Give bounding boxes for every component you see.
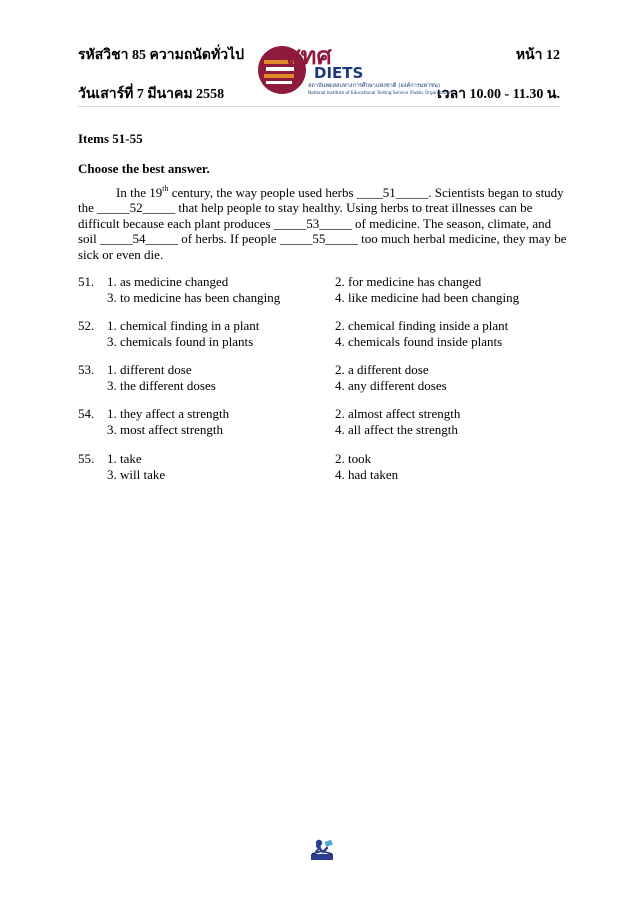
answer-option-2[interactable]: 2. almost affect strength — [335, 406, 461, 421]
passage-line: the _____52_____ that help people to stay healthy. Using herbs to treat illnesses can be — [78, 200, 533, 216]
page-number: หน้า 12 — [515, 48, 560, 63]
passage-line: sick or even die. — [78, 246, 164, 262]
answer-option-3[interactable]: 3. chemicals found in plants — [107, 333, 254, 349]
items-range-title: Items 51-55 — [78, 131, 143, 146]
reading-figure-icon — [308, 836, 336, 864]
answer-option-4[interactable]: 4. chemicals found inside plants — [335, 333, 503, 349]
answer-option-2[interactable]: 2. for medicine has changed — [335, 274, 482, 289]
instruction-text: Choose the best answer. — [78, 161, 210, 176]
question-52 — [78, 318, 564, 350]
logo-org-english: National Institute of Educational Testing Service (Public Organization) — [308, 90, 454, 95]
logo-diets-text: DIETS — [314, 64, 364, 82]
answer-option-3[interactable]: 3. to medicine has been changing — [107, 289, 281, 305]
question-number: 53. — [78, 362, 95, 377]
question-51 — [78, 274, 564, 306]
header-divider — [78, 106, 560, 107]
passage-line: soil _____54_____ of herbs. If people _____55_____ too much herbal medicine, they may be — [78, 231, 567, 247]
passage-line: difficult because each plant produces _____53_____ of medicine. The season, climate, and — [78, 215, 552, 231]
reading-passage — [78, 183, 567, 262]
answer-option-4[interactable]: 4. all affect the strength — [335, 421, 458, 437]
exam-time: เวลา 10.00 - 11.30 น. — [436, 87, 560, 102]
question-54 — [78, 406, 564, 438]
question-number: 51. — [78, 274, 95, 289]
answer-option-1[interactable]: 1. they affect a strength — [107, 406, 230, 421]
question-53 — [78, 362, 564, 394]
question-number: 54. — [78, 406, 95, 421]
answer-option-1[interactable]: 1. take — [107, 451, 142, 466]
answer-option-3[interactable]: 3. the different doses — [107, 377, 216, 393]
logo-org-thai: สถาบันทดสอบทางการศึกษาแห่งชาติ (องค์การมหาชน) — [308, 83, 441, 89]
answer-option-4[interactable]: 4. like medicine had been changing — [335, 289, 520, 305]
answer-option-4[interactable]: 4. had taken — [335, 466, 399, 482]
question-number: 55. — [78, 451, 95, 466]
question-number: 52. — [78, 318, 95, 333]
answer-option-3[interactable]: 3. will take — [107, 466, 166, 482]
answer-option-2[interactable]: 2. chemical finding inside a plant — [335, 318, 509, 333]
answer-option-3[interactable]: 3. most affect strength — [107, 421, 224, 437]
answer-option-1[interactable]: 1. different dose — [107, 362, 192, 377]
niets-logo — [258, 40, 458, 98]
passage-line: In the 19th century, the way people used herbs ____51_____. Scientists began to study — [116, 183, 564, 200]
answer-option-2[interactable]: 2. a different dose — [335, 362, 429, 377]
logo-thai-mark: สทศ — [286, 42, 332, 70]
answer-option-4[interactable]: 4. any different doses — [335, 377, 447, 393]
answer-option-1[interactable]: 1. chemical finding in a plant — [107, 318, 260, 333]
exam-date: วันเสาร์ที่ 7 มีนาคม 2558 — [78, 87, 225, 102]
question-55 — [78, 451, 564, 483]
subject-code-title: รหัสวิชา 85 ความถนัดทั่วไป — [78, 48, 244, 63]
answer-option-1[interactable]: 1. as medicine changed — [107, 274, 229, 289]
ordinal-suffix: th — [162, 183, 169, 193]
answer-option-2[interactable]: 2. took — [335, 451, 372, 466]
